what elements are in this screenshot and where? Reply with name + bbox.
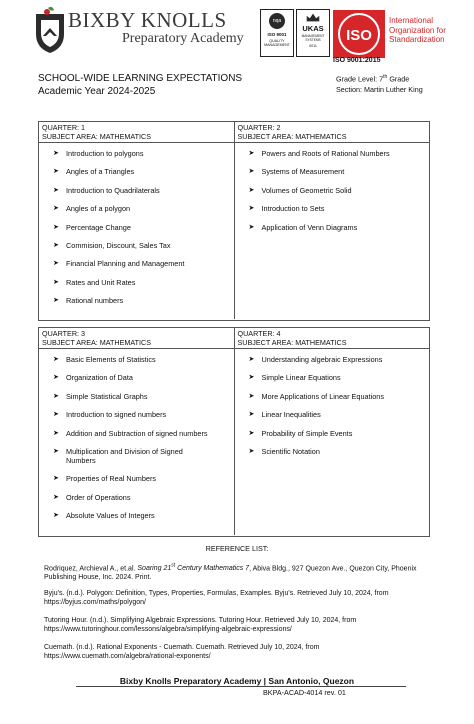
iso-caption: ISO 9001:2015 — [333, 57, 381, 64]
quarter-body-row — [39, 143, 429, 319]
list-item: ➤ Commision, Discount, Sales Tax — [53, 240, 171, 250]
list-item: ➤ Introduction to signed numbers — [53, 410, 167, 420]
quarter-label: QUARTER: 1 — [42, 123, 86, 132]
grade-level: Grade Level: 7th Grade — [336, 74, 410, 84]
footer-school-info: Bixby Knolls Preparatory Academy | San Antonio, Quezon — [119, 676, 355, 686]
list-item: ➤ Introduction to Quadrilaterals — [53, 185, 160, 195]
list-item: ➤ Probability of Simple Events — [248, 428, 353, 438]
quarter-label: QUARTER: 4 — [237, 329, 281, 338]
iso-organization-name — [389, 16, 471, 45]
quarter-4-header — [234, 328, 430, 348]
ukas-badge — [296, 9, 330, 57]
list-item: ➤ Angles of a Triangles — [53, 167, 135, 177]
list-item: ➤ More Applications of Linear Equations — [248, 391, 385, 401]
arrow-bullet-icon: ➤ — [248, 411, 255, 419]
arrow-bullet-icon: ➤ — [53, 356, 59, 363]
iso-org-line3: Standardization — [389, 35, 445, 44]
reference-3: Tutoring Hour. (n.d.). Simplifying Algebraic Expressions. Tutoring Hour. Retrieved July 10, 2024, from https://www.tutoringhour.com/lessons/algebra/simplifying-algebraic-expressions/ — [44, 617, 357, 633]
quarter-2-topics — [234, 143, 430, 319]
list-item: ➤ Introduction to Sets — [248, 204, 325, 214]
iso-org-line2: Organization for — [389, 25, 446, 35]
certification-badges — [260, 9, 330, 67]
school-name: BIXBY KNOLLS — [68, 8, 227, 32]
nqa-badge-line1: ISO 9001 — [267, 32, 287, 37]
list-item: ➤ Angles of a polygon — [53, 204, 131, 214]
ukas-badge-number: 0011 — [309, 44, 317, 48]
footer-divider — [76, 686, 406, 687]
quarter-3-topics — [39, 349, 234, 535]
reference-1: Rodriquez, Archieval A., et.al. Soaring 21st Century Mathematics 7, Abiva Bldg., 927 Quezon Ave., Quezon City, Phoenix Publishing House, Inc. 2024. Print. — [44, 563, 417, 582]
quarter-1-header — [39, 122, 234, 142]
list-item: ➤ Financial Planning and Management — [53, 259, 185, 269]
arrow-bullet-icon: ➤ — [53, 512, 59, 520]
list-item: ➤ Volumes of Geometric Solid — [248, 185, 352, 195]
arrow-bullet-icon: ➤ — [248, 392, 255, 400]
reference-2: Byju's. (n.d.). Polygon: Definition, Types, Properties, Formulas, Examples. Byju's. Retrieved July 10, 2024, from https://byjus.com/maths/polygon/ — [44, 590, 389, 606]
list-item: ➤ Systems of Measurement — [248, 167, 345, 177]
arrow-bullet-icon: ➤ — [248, 168, 255, 176]
title-line2: Academic Year 2024-2025 — [38, 86, 156, 97]
ukas-badge-label: UKAS — [302, 24, 324, 33]
crown-icon — [305, 12, 321, 23]
arrow-bullet-icon: ➤ — [53, 205, 59, 213]
arrow-bullet-icon: ➤ — [53, 241, 59, 249]
arrow-bullet-icon: ➤ — [53, 278, 59, 286]
quarter-header-row — [39, 328, 429, 349]
list-item: ➤ Simple Linear Equations — [248, 373, 341, 383]
arrow-bullet-icon: ➤ — [53, 374, 59, 382]
arrow-bullet-icon: ➤ — [248, 447, 255, 455]
nqa-badge-line2: QUALITY MANAGEMENT — [264, 39, 290, 47]
quarter-label: QUARTER: 2 — [237, 123, 281, 132]
arrow-bullet-icon: ➤ — [248, 374, 255, 382]
arrow-bullet-icon: ➤ — [53, 260, 59, 268]
list-item: ➤ Simple Statistical Graphs — [53, 391, 148, 401]
arrow-bullet-icon: ➤ — [53, 392, 59, 400]
arrow-bullet-icon: ➤ — [53, 150, 59, 157]
reference-list-title: REFERENCE LIST: — [205, 544, 269, 553]
subject-label: SUBJECT AREA: MATHEMATICS — [237, 132, 347, 141]
grade-info — [336, 72, 423, 95]
list-item: ➤ Percentage Change — [53, 222, 131, 232]
school-subtitle: Preparatory Academy — [122, 31, 244, 46]
section-name: Section: Martin Luther King — [336, 85, 423, 95]
arrow-bullet-icon: ➤ — [53, 168, 59, 176]
document-code: BKPA-ACAD-4014 rev. 01 — [263, 688, 346, 697]
subject-label: SUBJECT AREA: MATHEMATICS — [42, 338, 152, 347]
list-item: ➤ Understanding algebraic Expressions — [248, 355, 383, 364]
list-item: ➤ Powers and Roots of Rational Numbers — [248, 149, 390, 158]
list-item: ➤ Organization of Data — [53, 373, 133, 383]
ukas-badge-line: MANAGEMENT SYSTEMS — [301, 34, 325, 42]
arrow-bullet-icon: ➤ — [53, 429, 59, 437]
list-item: ➤ Application of Venn Diagrams — [248, 222, 358, 232]
list-item: ➤ Multiplication and Division of Signed Numbers — [53, 446, 183, 465]
list-item: ➤ Properties of Real Numbers — [53, 474, 157, 484]
arrow-bullet-icon: ➤ — [248, 223, 255, 231]
school-shield-logo — [34, 6, 66, 54]
quarter-4-topics — [234, 349, 430, 535]
nqa-badge-logo: nqa — [269, 13, 285, 29]
arrow-bullet-icon: ➤ — [53, 186, 59, 194]
arrow-bullet-icon: ➤ — [248, 205, 255, 213]
arrow-bullet-icon: ➤ — [248, 150, 255, 157]
list-item: ➤ Rational numbers — [53, 296, 124, 306]
quarter-label: QUARTER: 3 — [42, 329, 86, 338]
arrow-bullet-icon: ➤ — [248, 429, 255, 437]
quarter-header-row — [39, 122, 429, 143]
list-item: ➤ Introduction to polygons — [53, 149, 144, 158]
arrow-bullet-icon: ➤ — [248, 356, 255, 363]
arrow-bullet-icon: ➤ — [53, 447, 59, 455]
list-item: ➤ Basic Elements of Statistics — [53, 355, 156, 364]
list-item: ➤ Scientific Notation — [248, 446, 320, 456]
arrow-bullet-icon: ➤ — [53, 475, 59, 483]
arrow-bullet-icon: ➤ — [53, 493, 59, 501]
subject-label: SUBJECT AREA: MATHEMATICS — [42, 132, 152, 141]
quarter-1-topics — [39, 143, 234, 319]
title-line1: SCHOOL-WIDE LEARNING EXPECTATIONS — [38, 73, 243, 84]
page-header — [0, 0, 474, 70]
quarter-3-header — [39, 328, 234, 348]
arrow-bullet-icon: ➤ — [53, 297, 59, 305]
quarter-table-top — [38, 121, 430, 321]
iso-org-line1: International — [389, 16, 434, 25]
arrow-bullet-icon: ➤ — [53, 411, 59, 419]
list-item: ➤ Addition and Subtraction of signed numbers — [53, 428, 208, 438]
nqa-badge — [260, 9, 294, 57]
arrow-bullet-icon: ➤ — [53, 223, 59, 231]
quarter-2-header — [234, 122, 430, 142]
iso-logo-text: ISO — [346, 27, 372, 44]
reference-4: Cuemath. (n.d.). Rational Exponents - Cuemath. Cuemath. Retrieved July 10, 2024, from https://www.cuemath.com/algebra/rational-exponents/ — [44, 644, 320, 660]
list-item: ➤ Absolute Values of Integers — [53, 511, 155, 521]
quarter-table-bottom — [38, 327, 430, 537]
list-item: ➤ Order of Operations — [53, 492, 131, 502]
list-item: ➤ Rates and Unit Rates — [53, 277, 136, 287]
iso-logo — [333, 10, 385, 58]
document-title — [38, 72, 242, 98]
quarter-body-row — [39, 349, 429, 535]
subject-label: SUBJECT AREA: MATHEMATICS — [237, 338, 347, 347]
list-item: ➤ Linear Inequalities — [248, 410, 321, 420]
arrow-bullet-icon: ➤ — [248, 186, 255, 194]
